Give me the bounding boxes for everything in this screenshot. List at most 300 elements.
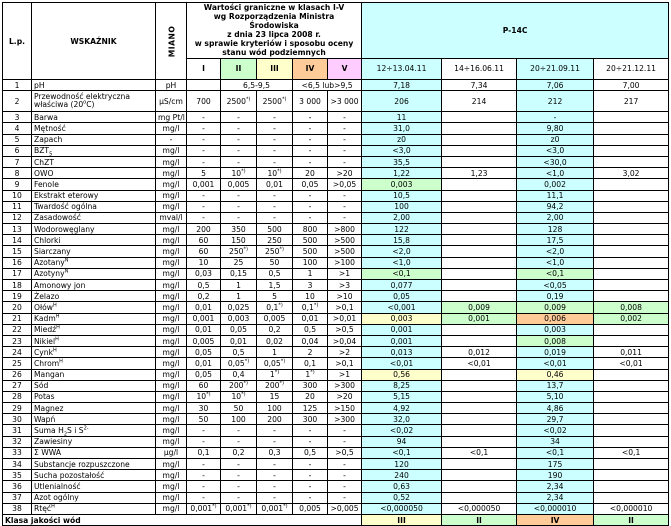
measurement-value: 1,22	[362, 168, 442, 179]
limit-class-I	[187, 80, 221, 91]
measurement-value: 17,5	[517, 235, 594, 246]
limit-class-V: -	[328, 436, 362, 447]
measurement-value: <0,01	[362, 358, 442, 369]
indicator-name: Ołów$^H$	[32, 302, 156, 313]
limit-class-IV: 0,005	[293, 503, 328, 514]
measurement-value: 175	[517, 459, 594, 470]
date-header: 14÷16.06.11	[442, 58, 517, 79]
limit-class-IV: 1*)	[293, 369, 328, 380]
measurement-value: 0,003	[362, 179, 442, 190]
limit-class-III: 5	[257, 291, 293, 302]
limit-class-II: 350	[221, 224, 257, 235]
measurement-value	[442, 470, 517, 481]
measurement-value: 2,34	[517, 481, 594, 492]
measurement-value	[594, 291, 669, 302]
measurement-value: <1,0	[517, 257, 594, 268]
unit: mg/l	[156, 302, 187, 313]
limit-class-III: 500	[257, 224, 293, 235]
limit-class-IV: 100	[293, 257, 328, 268]
measurement-value: 217	[594, 91, 669, 112]
measurement-value: 2,00	[362, 212, 442, 223]
row-number: 16	[3, 257, 32, 268]
table-row	[3, 380, 669, 391]
measurement-value: 0,002	[594, 313, 669, 324]
limit-class-II: -	[221, 145, 257, 156]
table-row	[3, 280, 669, 291]
unit: mg/l	[156, 280, 187, 291]
class-header-II: II	[221, 58, 257, 79]
measurement-value: <1,0	[362, 257, 442, 268]
indicator-name: Zapach	[32, 134, 156, 145]
indicator-name: $BZT_5$	[32, 145, 156, 156]
table-row	[3, 447, 669, 458]
regulation-line: w sprawie kryteriów i sposobu oceny	[194, 39, 354, 49]
limit-class-I: -	[187, 436, 221, 447]
unit: mg/l	[156, 403, 187, 414]
unit: mg/l	[156, 335, 187, 346]
limit-class-III: -	[257, 134, 293, 145]
limit-class-V: >800	[328, 224, 362, 235]
limit-class-V: >100	[328, 257, 362, 268]
limit-class-III: -	[257, 212, 293, 223]
unit: mg/l	[156, 235, 187, 246]
measurement-value: 212	[517, 91, 594, 112]
measurement-value: 0,077	[362, 280, 442, 291]
limit-class-IV: -	[293, 425, 328, 436]
limit-class-V: >0,01	[328, 313, 362, 324]
regulation-caption	[187, 3, 362, 59]
row-number: 1	[3, 80, 32, 91]
measurement-value: 0,012	[442, 347, 517, 358]
limit-class-I: 0,05	[187, 369, 221, 380]
table-row	[3, 391, 669, 402]
limit-class-V: -	[328, 112, 362, 123]
limit-class-V: >150	[328, 403, 362, 414]
row-number: 29	[3, 403, 32, 414]
limit-class-V: -	[328, 212, 362, 223]
indicator-name: Wodorowęglany	[32, 224, 156, 235]
indicator-name: Azotany$^N$	[32, 257, 156, 268]
limit-class-III: -	[257, 459, 293, 470]
limit-class-II: -	[221, 492, 257, 503]
limit-class-III: 10*)	[257, 168, 293, 179]
limit-class-V: >20	[328, 391, 362, 402]
measurement-value: 94,2	[517, 201, 594, 212]
measurement-value	[442, 190, 517, 201]
limit-class-III: -	[257, 112, 293, 123]
limit-class-I: -	[187, 212, 221, 223]
indicator-name: Zawiesiny	[32, 436, 156, 447]
limit-class-IV: 1	[293, 268, 328, 279]
measurement-value: 0,019	[517, 347, 594, 358]
row-number: 25	[3, 358, 32, 369]
limit-class-II: 0,05	[221, 324, 257, 335]
sampling-point-header: P-14C	[362, 3, 669, 59]
measurement-value: 0,001	[362, 324, 442, 335]
table-row	[3, 179, 669, 190]
measurement-value: <30,0	[517, 156, 594, 167]
row-number: 7	[3, 156, 32, 167]
class-header-III: III	[257, 58, 293, 79]
measurement-value: 2,00	[517, 212, 594, 223]
row-number: 19	[3, 291, 32, 302]
measurement-value	[442, 235, 517, 246]
unit: mg/l	[156, 380, 187, 391]
limit-class-III: -	[257, 492, 293, 503]
limit-class-III: 200*)	[257, 380, 293, 391]
water-quality-table	[2, 2, 669, 526]
measurement-value: <0,02	[517, 425, 594, 436]
measurement-value	[594, 179, 669, 190]
limit-class-III: -	[257, 470, 293, 481]
limit-class-IV: -	[293, 145, 328, 156]
measurement-value	[442, 291, 517, 302]
measurement-value: 0,56	[362, 369, 442, 380]
measurement-value: 206	[362, 91, 442, 112]
limit-class-III: 0,2	[257, 324, 293, 335]
unit: pH	[156, 80, 187, 91]
limit-class-I: 10	[187, 257, 221, 268]
limit-class-I: 5	[187, 168, 221, 179]
measurement-value: z0	[517, 134, 594, 145]
limit-class-IV: -	[293, 492, 328, 503]
row-number: 5	[3, 134, 32, 145]
limit-class-IV: 0,5	[293, 447, 328, 458]
measurement-value: 5,10	[517, 391, 594, 402]
indicator-name: Barwa	[32, 112, 156, 123]
table-row	[3, 91, 669, 112]
row-number: 21	[3, 313, 32, 324]
measurement-value: 7,06	[517, 80, 594, 91]
indicator-name: Sód	[32, 380, 156, 391]
table-row	[3, 335, 669, 346]
indicator-name: Chlorki	[32, 235, 156, 246]
measurement-value	[594, 235, 669, 246]
measurement-value	[442, 134, 517, 145]
row-number: 37	[3, 492, 32, 503]
measurement-value	[594, 224, 669, 235]
limit-class-V: -	[328, 123, 362, 134]
indicator-name: Magnez	[32, 403, 156, 414]
measurement-value	[594, 436, 669, 447]
limit-class-V: -	[328, 481, 362, 492]
limit-class-III: 15	[257, 391, 293, 402]
limit-class-V: -	[328, 459, 362, 470]
measurement-value: 29,7	[517, 414, 594, 425]
limit-class-II-III: 6,5-9,5	[221, 80, 293, 91]
limit-class-IV: 0,01	[293, 313, 328, 324]
limit-class-II: 100	[221, 414, 257, 425]
indicator-name: Przewodność elektryczna właściwa (20$^o$C)	[32, 91, 156, 112]
measurement-value: <0,1	[362, 268, 442, 279]
measurement-value	[442, 403, 517, 414]
measurement-value: <1,0	[517, 168, 594, 179]
limit-class-I: 50	[187, 414, 221, 425]
limit-class-IV: -	[293, 470, 328, 481]
measurement-value: 31,0	[362, 123, 442, 134]
limit-class-I: 60	[187, 235, 221, 246]
limit-class-III: 100	[257, 403, 293, 414]
measurement-value	[442, 436, 517, 447]
unit: mg/l	[156, 190, 187, 201]
limit-class-II: 250*)	[221, 246, 257, 257]
row-number: 32	[3, 436, 32, 447]
limit-class-V: >1	[328, 369, 362, 380]
measurement-value: 94	[362, 436, 442, 447]
limit-class-III: -	[257, 425, 293, 436]
measurement-value: <0,1	[517, 447, 594, 458]
measurement-value	[594, 134, 669, 145]
limit-class-I: -	[187, 123, 221, 134]
limit-class-V: -	[328, 156, 362, 167]
measurement-value	[442, 391, 517, 402]
limit-class-II: 1	[221, 291, 257, 302]
table-row	[3, 492, 669, 503]
limit-class-IV: -	[293, 212, 328, 223]
limit-class-III: 1,5	[257, 280, 293, 291]
row-number: 28	[3, 391, 32, 402]
limit-class-I: 60	[187, 380, 221, 391]
measurement-value	[594, 201, 669, 212]
limit-class-II: -	[221, 190, 257, 201]
measurement-value: <0,000050	[362, 503, 442, 514]
limit-class-IV: 10	[293, 291, 328, 302]
limit-class-V: >2	[328, 347, 362, 358]
measurement-value	[594, 380, 669, 391]
limit-class-III: -	[257, 190, 293, 201]
table-row	[3, 481, 669, 492]
limit-class-III: -	[257, 481, 293, 492]
limit-class-III: 50	[257, 257, 293, 268]
measurement-value: <0,1	[594, 447, 669, 458]
limit-class-III: -	[257, 156, 293, 167]
limit-class-V: >300	[328, 380, 362, 391]
table-row	[3, 156, 669, 167]
unit: µg/l	[156, 447, 187, 458]
limit-class-V: -	[328, 470, 362, 481]
measurement-value: 0,05	[362, 291, 442, 302]
measurement-value: <0,01	[442, 358, 517, 369]
measurement-value: 0,003	[362, 313, 442, 324]
indicator-name: Siarczany	[32, 246, 156, 257]
limit-class-V: >0,1	[328, 302, 362, 313]
unit: mg/l	[156, 324, 187, 335]
limit-class-II: -	[221, 436, 257, 447]
regulation-line: Wartości graniczne w klasach I-V	[203, 3, 345, 13]
limit-class-I: 0,03	[187, 268, 221, 279]
limit-class-V: >0,5	[328, 324, 362, 335]
limit-class-V: >0,005	[328, 503, 362, 514]
unit: mg/l	[156, 313, 187, 324]
measurement-value: 7,18	[362, 80, 442, 91]
row-number: 11	[3, 201, 32, 212]
measurement-value	[594, 403, 669, 414]
measurement-value	[442, 179, 517, 190]
limit-class-IV-V: <6,5 lub>9,5	[293, 80, 362, 91]
row-number: 14	[3, 235, 32, 246]
indicator-name: Twardość ogólna	[32, 201, 156, 212]
measurement-value: 1,23	[442, 168, 517, 179]
measurement-value: <2,0	[362, 246, 442, 257]
measurement-value: 0,63	[362, 481, 442, 492]
limit-class-II: 0,05*)	[221, 358, 257, 369]
measurement-value: 120	[362, 459, 442, 470]
limit-class-IV: -	[293, 436, 328, 447]
unit: -	[156, 134, 187, 145]
limit-class-IV: 0,1	[293, 358, 328, 369]
measurement-value: <0,000010	[594, 503, 669, 514]
measurement-value	[442, 212, 517, 223]
limit-class-IV: 300	[293, 380, 328, 391]
table-row	[3, 459, 669, 470]
limit-class-III: 2500*)	[257, 91, 293, 112]
limit-class-V: >0,5	[328, 447, 362, 458]
row-number: 33	[3, 447, 32, 458]
measurement-value	[594, 145, 669, 156]
measurement-value: 0,46	[517, 369, 594, 380]
table-row	[3, 436, 669, 447]
indicator-name: Kadm$^H$	[32, 313, 156, 324]
measurement-value: z0	[362, 134, 442, 145]
row-number: 15	[3, 246, 32, 257]
limit-class-III: 250*)	[257, 246, 293, 257]
measurement-value	[442, 280, 517, 291]
unit: mg/l	[156, 425, 187, 436]
limit-class-II: 0,001*)	[221, 503, 257, 514]
limit-class-III: 0,5	[257, 268, 293, 279]
table-row	[3, 235, 669, 246]
table-row	[3, 313, 669, 324]
limit-class-II: 10*)	[221, 391, 257, 402]
limit-class-II: 50	[221, 403, 257, 414]
unit: mg/l	[156, 414, 187, 425]
table-row	[3, 80, 669, 91]
measurement-value: 8,25	[362, 380, 442, 391]
limit-class-IV: 800	[293, 224, 328, 235]
unit: mg/l	[156, 224, 187, 235]
indicator-name: Mętność	[32, 123, 156, 134]
class-summary-value: II	[594, 514, 669, 525]
measurement-value	[594, 112, 669, 123]
row-number: 13	[3, 224, 32, 235]
indicator-name: Nikiel$^H$	[32, 335, 156, 346]
measurement-value	[594, 391, 669, 402]
limit-class-V: -	[328, 190, 362, 201]
limit-class-II: -	[221, 156, 257, 167]
measurement-value	[594, 425, 669, 436]
measurement-value: 15,8	[362, 235, 442, 246]
limit-class-V: >0,05	[328, 179, 362, 190]
limit-class-II: 10*)	[221, 168, 257, 179]
row-number: 4	[3, 123, 32, 134]
unit: mval/l	[156, 212, 187, 223]
limit-class-I: 0,01	[187, 324, 221, 335]
measurement-value	[442, 380, 517, 391]
limit-class-V: -	[328, 201, 362, 212]
limit-class-I: 0,1	[187, 447, 221, 458]
limit-class-IV: 20	[293, 168, 328, 179]
indicator-name: pH	[32, 80, 156, 91]
row-number: 35	[3, 470, 32, 481]
class-header-IV: IV	[293, 58, 328, 79]
measurement-value	[442, 492, 517, 503]
measurement-value: 0,003	[517, 324, 594, 335]
indicator-name: Sucha pozostałość	[32, 470, 156, 481]
limit-class-I: -	[187, 190, 221, 201]
measurement-value	[442, 369, 517, 380]
table-row	[3, 403, 669, 414]
measurement-value	[594, 246, 669, 257]
table-row	[3, 212, 669, 223]
indicator-name: Fenole	[32, 179, 156, 190]
limit-class-II: 0,005	[221, 179, 257, 190]
limit-class-I: -	[187, 459, 221, 470]
measurement-value: 2,34	[517, 492, 594, 503]
measurement-value: <3,0	[362, 145, 442, 156]
limit-class-I: 0,01	[187, 302, 221, 313]
limit-class-I: -	[187, 145, 221, 156]
regulation-line: wg Rozporządzenia Ministra Środowiska	[213, 12, 335, 31]
limit-class-I: -	[187, 492, 221, 503]
measurement-value	[442, 335, 517, 346]
limit-class-I: 0,2	[187, 291, 221, 302]
limit-class-I: -	[187, 201, 221, 212]
table-row	[3, 246, 669, 257]
row-number: 18	[3, 280, 32, 291]
indicator-name: Azotyny$^N$	[32, 268, 156, 279]
unit: mg/l	[156, 347, 187, 358]
indicator-name: Σ WWA	[32, 447, 156, 458]
unit: mg/l	[156, 257, 187, 268]
measurement-value: <2,0	[517, 246, 594, 257]
measurement-value	[594, 123, 669, 134]
table-row	[3, 224, 669, 235]
limit-class-III: 1	[257, 347, 293, 358]
table-row	[3, 324, 669, 335]
row-number: 36	[3, 481, 32, 492]
unit: mg/l	[156, 391, 187, 402]
table-row	[3, 123, 669, 134]
indicator-name: Utlenialność	[32, 481, 156, 492]
table-row	[3, 425, 669, 436]
measurement-value: 5,15	[362, 391, 442, 402]
measurement-value: <0,1	[362, 447, 442, 458]
limit-class-IV: 125	[293, 403, 328, 414]
unit: mg Pt/l	[156, 112, 187, 123]
limit-class-II: 0,2	[221, 447, 257, 458]
limit-class-I: -	[187, 156, 221, 167]
measurement-value	[594, 190, 669, 201]
measurement-value: <0,01	[517, 358, 594, 369]
class-summary-value: IV	[517, 514, 594, 525]
table-row	[3, 369, 669, 380]
limit-class-I: 0,001	[187, 179, 221, 190]
indicator-name: Substancje rozpuszczone	[32, 459, 156, 470]
measurement-value: 0,013	[362, 347, 442, 358]
limit-class-IV: -	[293, 123, 328, 134]
measurement-value: 4,92	[362, 403, 442, 414]
table-row	[3, 112, 669, 123]
row-number: 31	[3, 425, 32, 436]
measurement-value: 13,7	[517, 380, 594, 391]
unit: mg/l	[156, 459, 187, 470]
limit-class-IV: -	[293, 459, 328, 470]
class-summary-value: II	[442, 514, 517, 525]
table-row	[3, 257, 669, 268]
measurement-value	[442, 156, 517, 167]
measurement-value: 100	[362, 201, 442, 212]
measurement-value: 7,00	[594, 80, 669, 91]
